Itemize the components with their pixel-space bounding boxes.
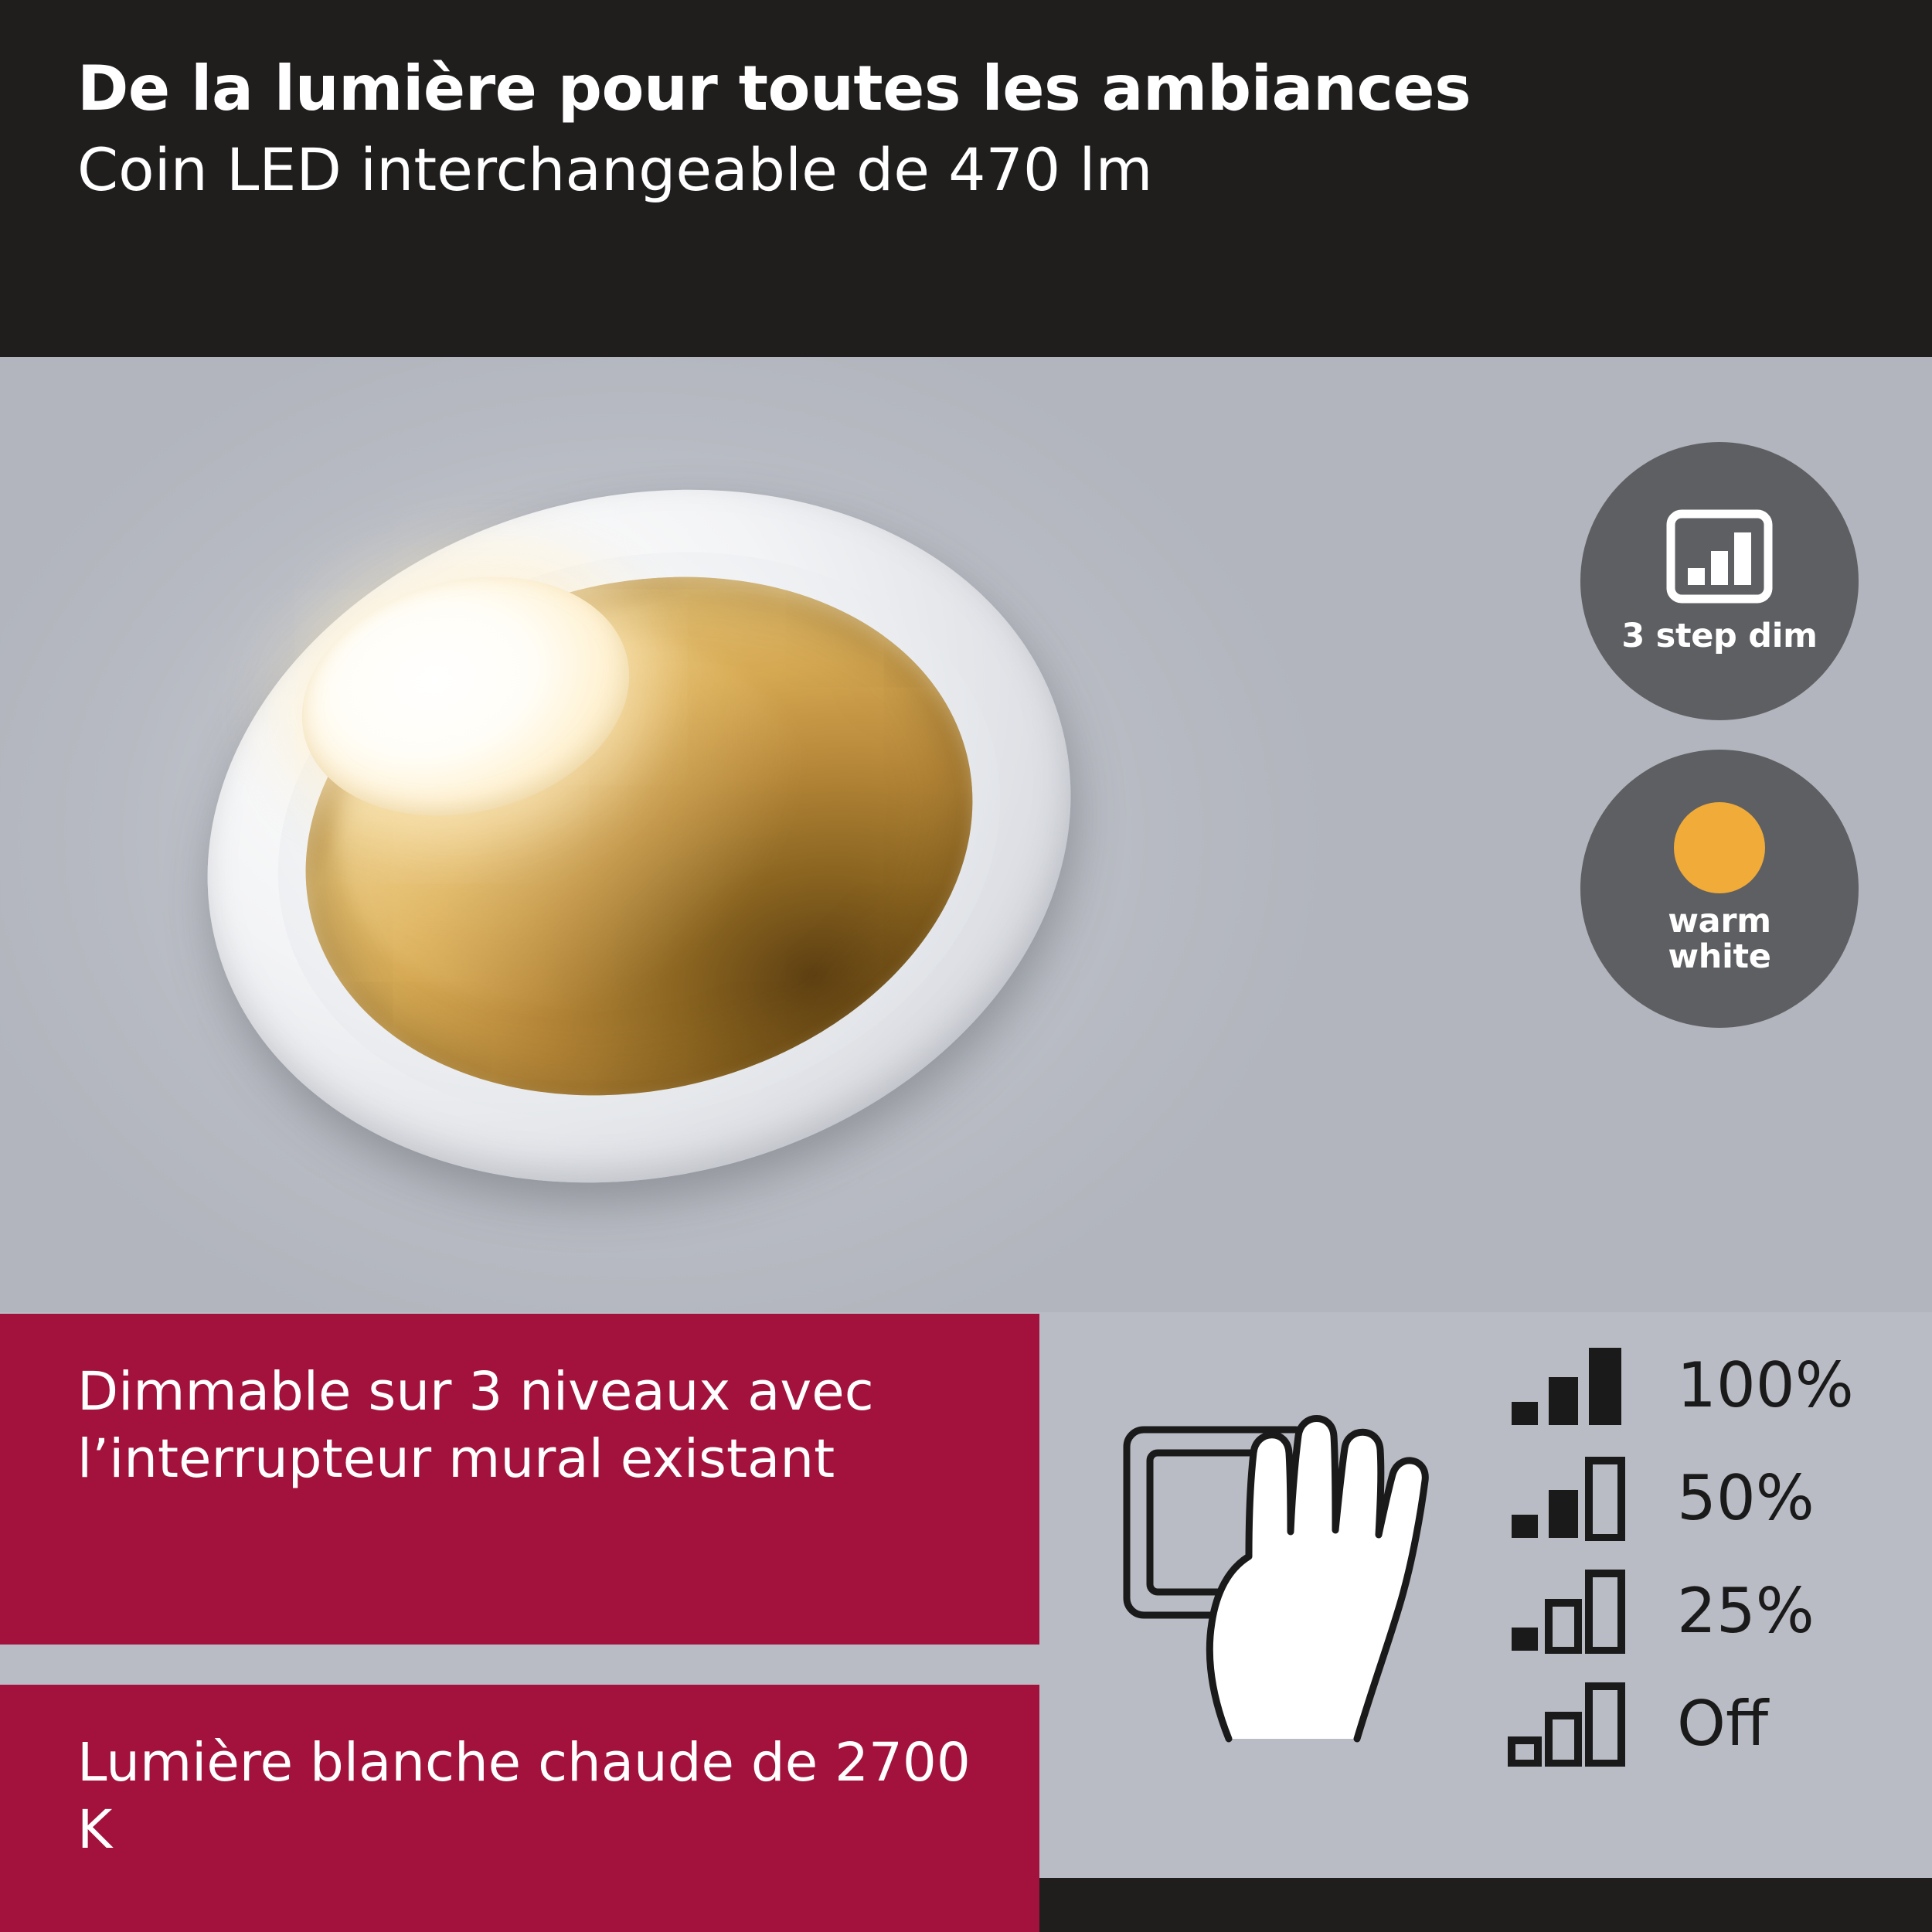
dim-level-label: Off <box>1677 1688 1769 1760</box>
dim-level-row <box>1507 1668 1924 1781</box>
badge-label: 3 step dim <box>1621 617 1818 656</box>
footer-bar <box>1039 1878 1932 1932</box>
bar-levels-icon <box>1665 508 1774 605</box>
dim-level-row <box>1507 1329 1924 1442</box>
dim-level-label: 50% <box>1677 1462 1815 1534</box>
feature-banner-dimming-text: Dimmable sur 3 niveaux avec l’interrupteur mural existant <box>77 1361 874 1490</box>
dimming-levels-diagram <box>1097 1314 1932 1808</box>
bar-level-50-icon <box>1507 1456 1654 1541</box>
dim-level-label: 100% <box>1677 1349 1854 1421</box>
warm-white-dot-icon <box>1674 802 1765 893</box>
feature-banner-color-temperature <box>0 1685 1039 1932</box>
product-image-stage <box>0 357 1932 1312</box>
page-title: De la lumière pour toutes les ambiances <box>77 53 1471 124</box>
feature-banner-dimming <box>0 1314 1039 1645</box>
badge-label-line2: white <box>1668 937 1771 976</box>
dim-level-list <box>1507 1329 1924 1781</box>
badge-warm-white <box>1580 750 1859 1028</box>
dim-level-row <box>1507 1555 1924 1668</box>
bar-level-off-icon <box>1507 1682 1654 1767</box>
dim-level-label: 25% <box>1677 1575 1815 1647</box>
header <box>0 0 1932 357</box>
badge-label-line1: warm <box>1668 902 1771 941</box>
badge-3-step-dim <box>1580 442 1859 720</box>
bar-level-100-icon <box>1507 1343 1654 1428</box>
bar-level-25-icon <box>1507 1569 1654 1654</box>
hand-on-wall-switch-icon <box>1113 1337 1476 1754</box>
page-subtitle: Coin LED interchangeable de 470 lm <box>77 135 1153 205</box>
feature-banner-color-temperature-text: Lumière blanche chaude de 2700 K <box>77 1732 971 1861</box>
dim-level-row <box>1507 1442 1924 1555</box>
